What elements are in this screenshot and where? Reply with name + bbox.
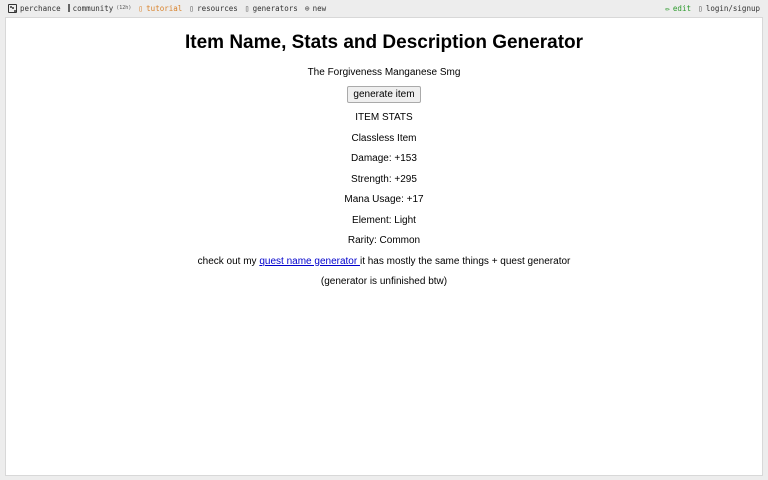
new-label: new xyxy=(312,3,327,13)
stat-damage: Damage: +153 xyxy=(351,153,417,164)
generators-link[interactable] xyxy=(245,4,298,13)
resources-link[interactable] xyxy=(189,4,237,13)
plus-icon: ⊕ xyxy=(304,3,310,13)
unfinished-note: (generator is unfinished btw) xyxy=(320,276,448,287)
brand-link[interactable] xyxy=(8,4,61,13)
community-link[interactable] xyxy=(68,4,132,13)
quest-generator-link[interactable]: quest name generator xyxy=(259,255,360,267)
stat-element: Element: Light xyxy=(352,214,416,226)
community-badge: (12h) xyxy=(116,5,132,11)
tutorial-label: tutorial xyxy=(146,3,183,13)
checkout-text xyxy=(6,256,762,268)
user-icon: ▯ xyxy=(697,3,703,13)
stat-rarity: Rarity: Common xyxy=(347,235,421,246)
stat-mana: Mana Usage: +17 xyxy=(344,194,424,205)
item-class: Classless Item xyxy=(351,132,417,144)
edit-link[interactable] xyxy=(665,4,691,13)
generators-icon: ▯ xyxy=(244,3,250,13)
stats-heading: ITEM STATS xyxy=(355,112,413,123)
generator-frame xyxy=(5,17,763,476)
generators-label: generators xyxy=(252,3,298,13)
checkout-prefix: check out my xyxy=(197,255,260,267)
dice-icon xyxy=(8,4,17,13)
generator-output xyxy=(6,32,762,288)
tutorial-link[interactable] xyxy=(138,4,182,13)
community-icon xyxy=(68,4,70,12)
brand-label: perchance xyxy=(20,3,61,13)
tutorial-icon: ▯ xyxy=(138,3,144,13)
resources-label: resources xyxy=(197,3,238,13)
login-link[interactable] xyxy=(698,4,760,13)
page-title: Item Name, Stats and Description Generator xyxy=(184,32,584,53)
new-link[interactable] xyxy=(305,4,326,13)
checkout-suffix: it has mostly the same things + quest generator xyxy=(359,255,571,267)
stat-strength: Strength: +295 xyxy=(351,173,417,185)
top-nav-right xyxy=(665,4,760,13)
top-nav-left xyxy=(8,4,326,13)
edit-label: edit xyxy=(672,3,691,13)
resources-icon: ▯ xyxy=(189,3,195,13)
login-label: login/signup xyxy=(705,3,760,13)
generate-item-button[interactable]: generate item xyxy=(347,86,420,103)
community-label: community xyxy=(72,3,114,13)
pencil-icon: ✏ xyxy=(665,3,670,13)
item-name: The Forgiveness Manganese Smg xyxy=(307,67,461,78)
top-nav-bar xyxy=(0,0,768,16)
